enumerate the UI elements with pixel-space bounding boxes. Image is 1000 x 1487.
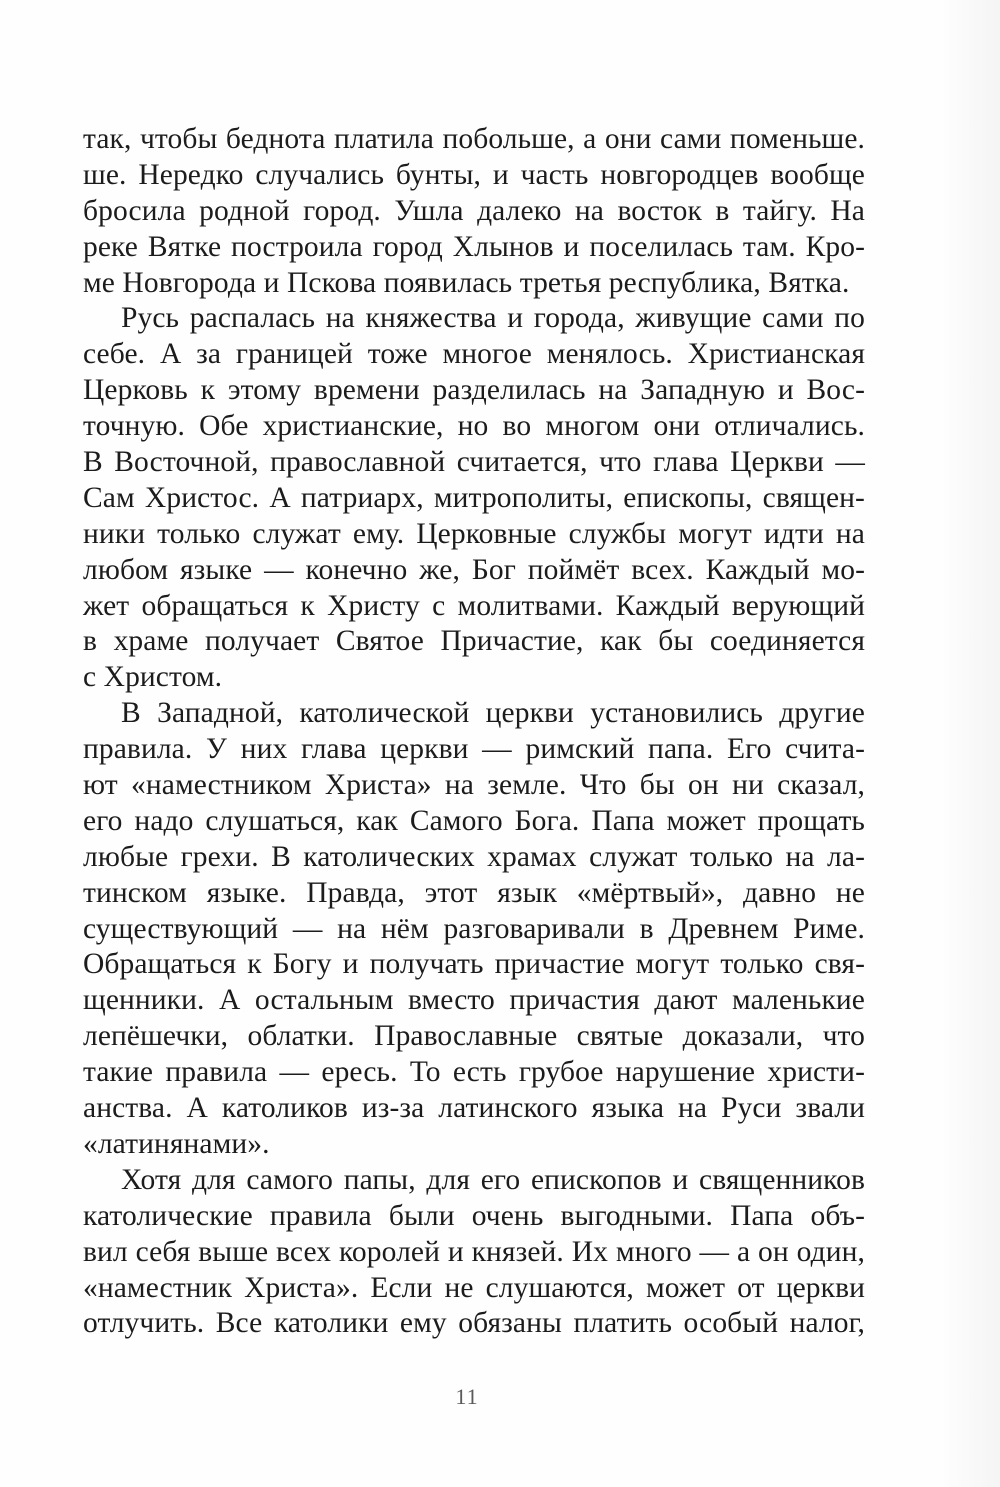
text-line: «наместник Христа». Если не слушаются, может от церкви <box>83 1271 865 1304</box>
text-line: отлучить. Все католики ему обязаны платить особый налог, <box>83 1307 865 1340</box>
text-line: В Восточной, православной считается, что глава Церкви — <box>83 446 865 479</box>
text-line: реке Вятке построила город Хлынов и поселилась там. Кро- <box>83 230 865 263</box>
text-line: ше. Нередко случались бунты, и часть новгородцев вообще <box>83 158 865 191</box>
text-line: ют «наместником Христа» на земле. Что бы он ни сказал, <box>83 769 865 802</box>
text-line: Церковь к этому времени разделилась на Западную и Вос- <box>83 374 865 407</box>
page-number: 11 <box>455 1384 479 1409</box>
text-line: лепёшечки, облатки. Православные святые доказали, что <box>83 1020 865 1053</box>
text-line: ники только служат ему. Церковные службы могут идти на <box>83 517 865 550</box>
text-line: правила. У них глава церкви — римский папа. Его счита- <box>83 733 865 766</box>
text-line: бросила родной город. Ушла далеко на восток в тайгу. На <box>83 194 865 227</box>
paragraph-first-line: В Западной, католической церкви установились другие <box>121 697 865 730</box>
text-line: в храме получает Святое Причастие, как бы соединяется <box>83 625 865 658</box>
text-line: так, чтобы беднота платила побольше, а они сами поменьше. <box>83 123 865 155</box>
text-line: вил себя выше всех королей и князей. Их много — а он один, <box>83 1235 865 1268</box>
paragraph-first-line: Хотя для самого папы, для его епископов и священников <box>121 1163 865 1196</box>
page-edge-shadow <box>940 0 1000 1487</box>
text-line: «латинянами». <box>83 1127 270 1160</box>
text-line: точную. Обе христианские, но во многом они отличались. <box>83 410 865 443</box>
text-line: такие правила — ересь. То есть грубое нарушение христи- <box>83 1056 865 1089</box>
text-line: его надо слушаться, как Самого Бога. Папа может прощать <box>83 804 865 837</box>
text-line: ме Новгорода и Пскова появилась третья республика, Вятка. <box>83 266 850 299</box>
text-line: Сам Христос. А патриарх, митрополиты, епископы, священ- <box>83 481 865 514</box>
text-line: любые грехи. В католических храмах служат только на ла- <box>83 840 865 873</box>
paragraph-first-line: Русь распалась на княжества и города, живущие сами по <box>121 302 865 335</box>
text-line: анства. А католиков из-за латинского языка на Руси звали <box>83 1092 865 1125</box>
text-line: жет обращаться к Христу с молитвами. Каждый верующий <box>83 589 865 622</box>
body-text <box>83 122 865 1342</box>
text-line: католические правила были очень выгодными. Папа объ- <box>83 1199 865 1232</box>
text-line: любом языке — конечно же, Бог поймёт всех. Каждый мо- <box>83 553 865 586</box>
text-line: тинском языке. Правда, этот язык «мёртвый», давно не <box>83 876 865 909</box>
text-line: Обращаться к Богу и получать причастие могут только свя- <box>83 948 865 981</box>
text-line: с Христом. <box>83 661 223 694</box>
text-line: себе. А за границей тоже многое менялось. Христианская <box>83 338 865 371</box>
text-line: существующий — на нём разговаривали в Древнем Риме. <box>83 912 865 945</box>
text-line: щенники. А остальным вместо причастия дают маленькие <box>83 984 865 1017</box>
